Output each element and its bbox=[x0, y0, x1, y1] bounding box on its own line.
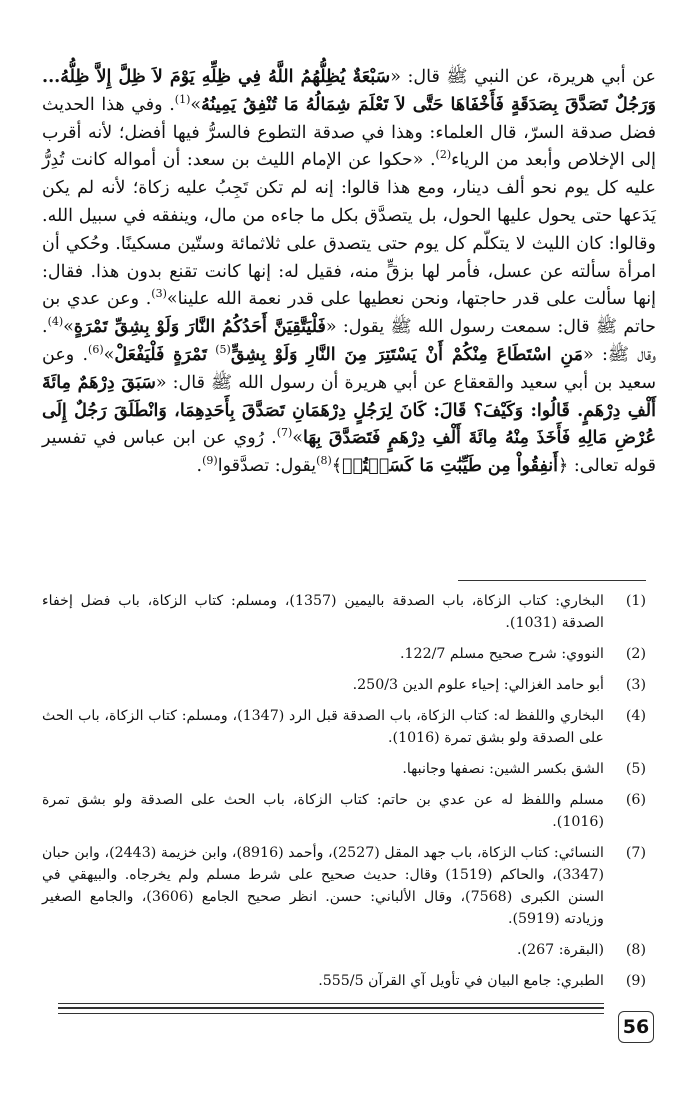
footnote-number: (1) bbox=[625, 593, 646, 609]
footnote-item bbox=[42, 705, 646, 749]
footnote-ref[interactable]: (4) bbox=[47, 315, 64, 329]
footnote-number: (8) bbox=[625, 942, 646, 958]
footnote-number: (6) bbox=[625, 792, 646, 808]
text-run: . وعن سعيد بن أبي سعيد والقعقاع عن أبي هريرة أن رسول الله ﷺ قال: « bbox=[42, 344, 656, 393]
body-paragraph bbox=[42, 64, 656, 481]
text-run: . bbox=[196, 456, 203, 477]
footnote-item bbox=[42, 970, 646, 992]
footnote-text: الطبري: جامع البيان في تأويل آي القرآن 555/5. bbox=[318, 973, 604, 989]
text-run: عن أبي هريرة، عن النبي ﷺ قال: « bbox=[390, 67, 656, 87]
footnotes-section bbox=[42, 590, 646, 1001]
footer-rule bbox=[58, 1007, 604, 1009]
footnote-text: البخاري واللفظ له: كتاب الزكاة، باب الصدقة قبل الرد (1347)، ومسلم: كتاب الزكاة، باب الحث على الصدقة ولو بشق تمرة (1016). bbox=[42, 708, 604, 746]
footnote-text: أبو حامد الغزالي: إحياء علوم الدين 250/3. bbox=[352, 677, 604, 693]
text-run: . وفي هذا الحديث فضل صدقة السرّ، قال العلماء: وهذا في صدقة التطوع فالسرُّ فيها أفضل؛ لأنه أقرب إلى الإخلاص وأبعد من الرياء bbox=[42, 94, 656, 171]
footnote-text: البخاري: كتاب الزكاة، باب الصدقة باليمين (1357)، ومسلم: كتاب الزكاة، باب فضل إخفاء الصدقة (1031). bbox=[42, 593, 604, 631]
footnote-text: الشق بكسر الشين: نصفها وجانبها. bbox=[402, 761, 604, 777]
footnote-item bbox=[42, 789, 646, 833]
footnote-item bbox=[42, 939, 646, 961]
hadith-text: سَبْعَةٌ يُظِلُّهُمُ اللَّهُ فِي ظِلِّهِ يَوْمَ لاَ ظِلَّ إِلاَّ ظِلُّهُ... وَرَجُلٌ تَصَدَّقَ بِصَدَقَةٍ فَأَخْفَاهَا حَتَّى لاَ تَعْلَمَ شِمَالُهُ مَا تُنْفِقُ يَمِينُهُ bbox=[42, 67, 656, 115]
footer-rule bbox=[58, 1013, 604, 1014]
footnote-item bbox=[42, 590, 646, 634]
footnote-separator bbox=[458, 580, 646, 581]
text-run: . رُوي عن ابن عباس في تفسير قوله تعالى: ﴿ bbox=[42, 428, 656, 477]
footnote-item bbox=[42, 643, 646, 665]
hadith-text: فَلْيَتَّقِيَنَّ أَحَدُكُمُ النَّارَ وَلَوْ بِشِقِّ تَمْرَةٍ bbox=[73, 317, 326, 338]
footnote-ref[interactable]: (2) bbox=[435, 148, 452, 162]
hadith-text: سَبَقَ دِرْهَمٌ مِائَةَ أَلْفِ دِرْهَمٍ. قَالُوا: وَكَيْفَ؟ قَالَ: كَانَ لِرَجُلٍ دِرْهَمَانِ تَصَدَّقَ بِأَحَدِهِمَا، وَانْطَلَقَ رَجُلٌ إِلَى عُرْضِ مَالِهِ فَأَخَذَ مِنْهُ مِائَةَ أَلْفِ دِرْهَمٍ فَتَصَدَّقَ بِهَا bbox=[42, 372, 657, 449]
footnote-number: (9) bbox=[625, 973, 646, 989]
footnote-item bbox=[42, 758, 646, 780]
footnote-ref[interactable]: (9) bbox=[202, 454, 218, 468]
text-run: . وقال ﷺ: « bbox=[42, 317, 656, 365]
footnote-text: مسلم واللفظ له عن عدي بن حاتم: كتاب الزكاة، باب الحث على الصدقة ولو بشق تمرة (1016). bbox=[42, 792, 604, 830]
footnote-ref[interactable]: (1) bbox=[174, 92, 191, 106]
footnote-text: (البقرة: 267). bbox=[517, 942, 604, 958]
footnote-ref[interactable]: (8) bbox=[316, 454, 332, 468]
footnote-ref[interactable]: (6) bbox=[88, 343, 104, 357]
text-run: . وعن عدي بن حاتم ﷺ قال: سمعت رسول الله ﷺ يقول: « bbox=[42, 289, 656, 338]
footnote-ref[interactable]: (3) bbox=[151, 287, 167, 301]
hadith-text: مَنِ اسْتَطَاعَ مِنْكُمْ أَنْ يَسْتَتِرَ مِنَ النَّارِ وَلَوْ بِشِقٍّ bbox=[230, 344, 584, 365]
text-run: ﴾ bbox=[331, 456, 343, 477]
footnote-item bbox=[42, 674, 646, 696]
footer-rule bbox=[58, 1003, 604, 1004]
main-body-text bbox=[42, 64, 656, 481]
text-run: » bbox=[63, 317, 74, 338]
footnote-text: النسائي: كتاب الزكاة، باب جهد المقل (2527)، وأحمد (8916)، وابن خزيمة (2443)، وابن حبان (3347)، والحاكم (1519) وقال: حديث صحيح على شرط مسلم ولم يخرجاه. والبيهقي في السنن الكبرى (7568)، وقال الألباني: حسن. انظر صحيح الجامع (3606)، والجامع الصغير وزيادته (5919). bbox=[42, 845, 605, 927]
text-run: » bbox=[103, 344, 115, 365]
footnote-number: (5) bbox=[625, 761, 646, 777]
footnote-number: (2) bbox=[625, 646, 646, 662]
footnote-number: (7) bbox=[625, 845, 646, 861]
footnote-number: (3) bbox=[625, 677, 646, 693]
footnote-ref[interactable]: (7) bbox=[276, 426, 293, 440]
text-run: » bbox=[190, 94, 202, 115]
footnote-text: النووي: شرح صحيح مسلم 122/7. bbox=[400, 646, 604, 662]
footnote-number: (4) bbox=[625, 708, 646, 724]
text-run: . «حكوا عن الإمام الليث بن سعد: أن أمواله كانت تُدِرُّ عليه كل يوم نحو ألف دينار، ومع هذا قالوا: إنه لم تكن تَجِبُ عليه زكاة؛ لأنه لم يكن يَدَعها حتى يحول عليها الحول، بل يتصدَّق بكل ما جاءه من مال، وينفقه في سبيل الله. وقالوا: كان الليث لا يتكلّم كل يوم حتى يتصدق على ثلاثمائة وستّين مسكينًا. وحُكي أن امرأة سألته عن عسل، فأمر لها بزقٍّ منه، فقيل له: إنها كانت تقنع بدون هذا. فقال: إنها سألت على قدر حاجتها، ونحن نعطيها على قدر نعمة الله علينا» bbox=[42, 150, 656, 310]
footnote-item bbox=[42, 842, 646, 930]
text-run: يقول: تصدَّقوا bbox=[217, 456, 317, 477]
quran-verse: أَنفِقُواْ مِن طَيِّبَٰتِ مَا كَسَبۡتُمۡ bbox=[342, 456, 559, 477]
hadith-text: تَمْرَةٍ فَلْيَفْعَلْ bbox=[114, 344, 207, 365]
footnote-ref[interactable]: (5) bbox=[215, 343, 231, 357]
text-run: » bbox=[292, 428, 304, 449]
page-number-box: 56 bbox=[618, 1011, 654, 1043]
